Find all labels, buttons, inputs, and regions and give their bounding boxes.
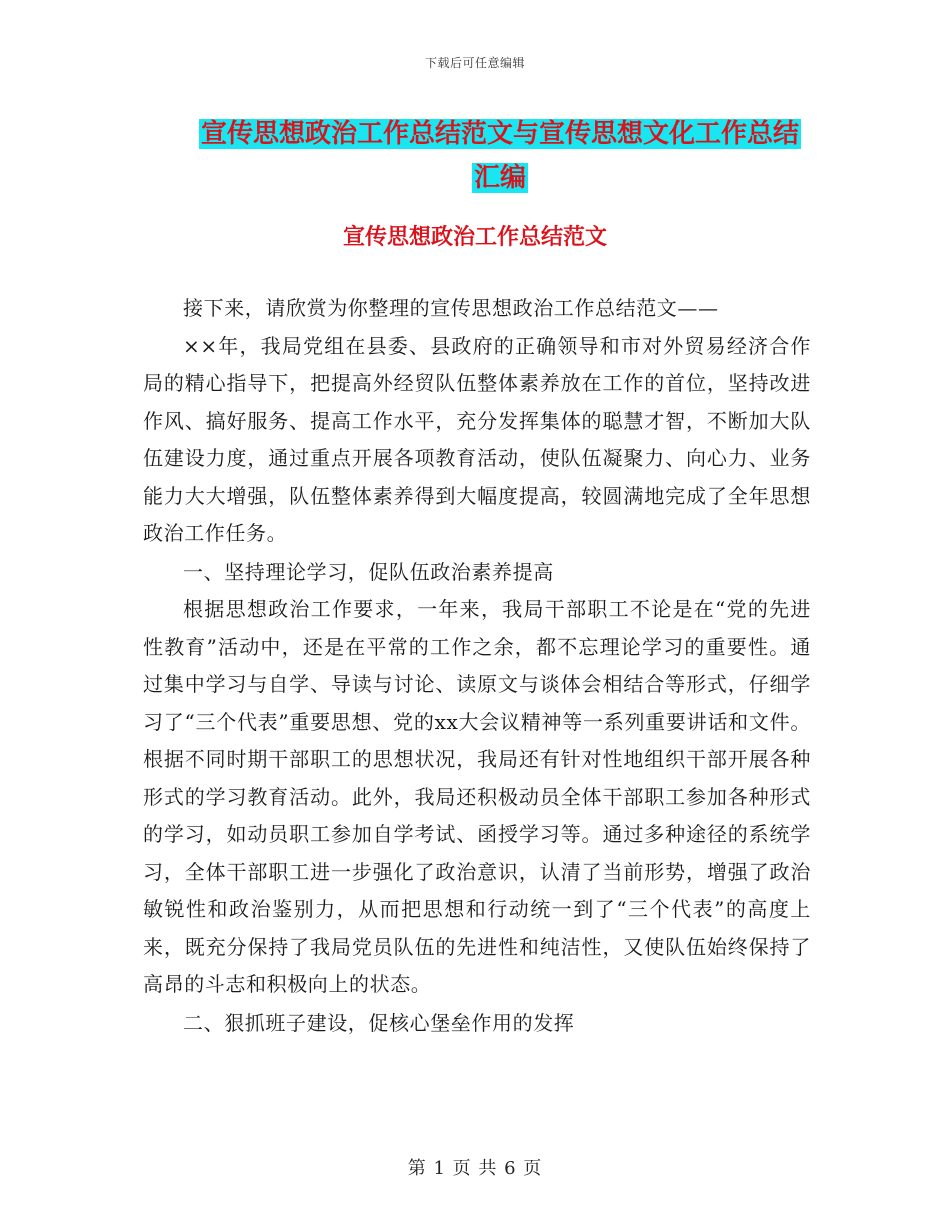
paragraph-intro: 接下来，请欣赏为你整理的宣传思想政治工作总结范文—— [183,296,719,320]
section-title: 宣传思想政治工作总结范文 [342,224,607,250]
document-title-line-1: 宣传思想政治工作总结范文与宣传思想文化工作总结 [200,119,799,149]
document-title-line-2: 汇编 [473,163,526,193]
document-body [143,290,811,1042]
document-title [150,112,850,200]
header-note: 下载后可任意编辑 [424,56,525,70]
paragraph-theory-study: 根据思想政治工作要求，一年来，我局干部职工不论是在“党的先进性教育”活动中，还是在平常的工作之余，都不忘理论学习的重要性。通过集中学习与自学、导读与讨论、读原文与谈体会相结合等形式，仔细学习了“三个代表”重要思想、党的xx大会议精神等一系列重要讲话和文件。根据不同时期干部职工的思想状况，我局还有针对性地组织干部开展各种形式的学习教育活动。此外，我局还积极动员全体干部职工参加各种形式的学习，如动员职工参加自学考试、函授学习等。通过多种途径的系统学习，全体干部职工进一步强化了政治意识，认清了当前形势，增强了政治敏锐性和政治鉴别力，从而把思想和行动统一到了“三个代表”的高度上来，既充分保持了我局党员队伍的先进性和纯洁性，又使队伍始终保持了高昂的斗志和积极向上的状态。 [143,597,811,996]
section-heading-1: 一、坚持理论学习，促队伍政治素养提高 [183,559,554,584]
section-heading-2: 二、狠抓班子建设，促核心堡垒作用的发挥 [183,1010,575,1035]
paragraph-overview: ××年，我局党组在县委、县政府的正确领导和市对外贸易经济合作局的精心指导下，把提高外经贸队伍整体素养放在工作的首位，坚持改进作风、搞好服务、提高工作水平，充分发挥集体的聪慧才智，不断加大队伍建设力度，通过重点开展各项教育活动，使队伍凝聚力、向心力、业务能力大大增强，队伍整体素养得到大幅度提高，较圆满地完成了全年思想政治工作任务。 [143,333,811,545]
page-number: 第 1 页 共 6 页 [407,1158,543,1179]
